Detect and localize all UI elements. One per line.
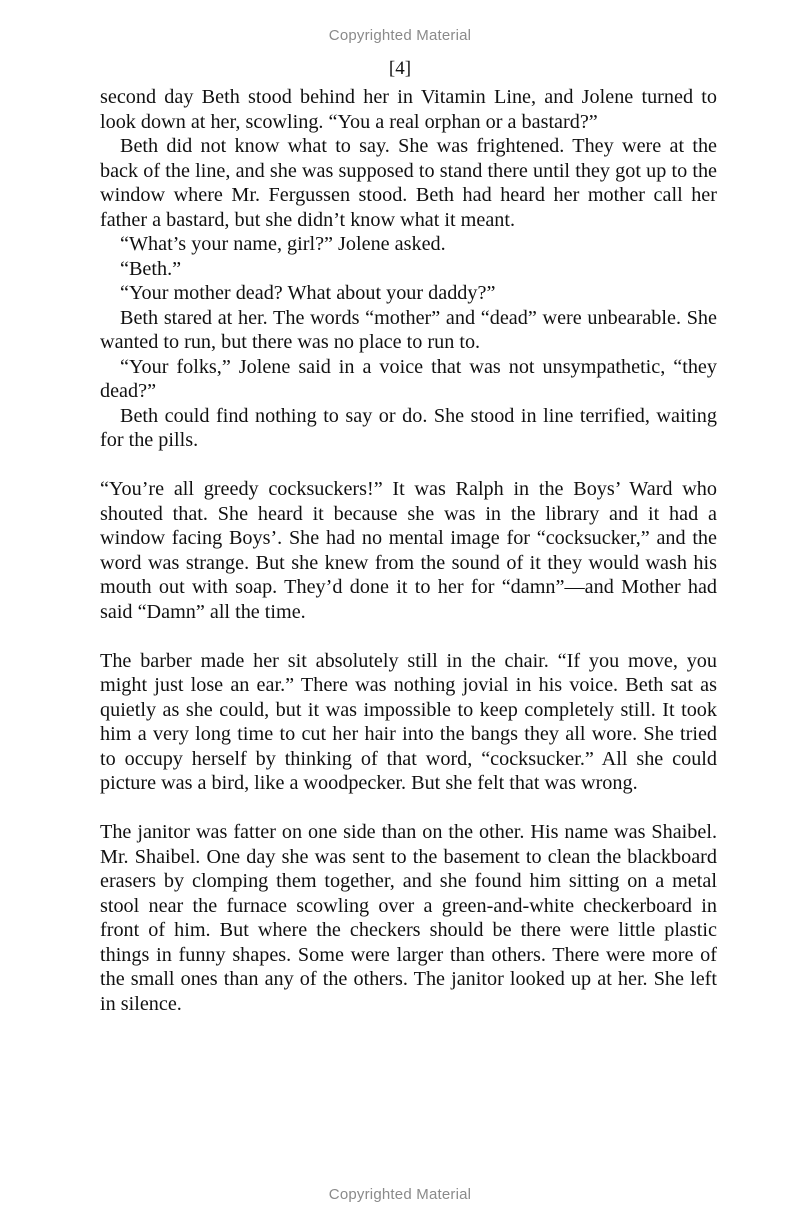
copyright-watermark-bottom: Copyrighted Material bbox=[328, 1186, 472, 1203]
copyright-watermark-top: Copyrighted Material bbox=[328, 27, 472, 44]
paragraph-dialogue: “Your mother dead? What about your daddy?” bbox=[120, 282, 496, 304]
paragraph-dialogue: “What’s your name, girl?” Jolene asked. bbox=[120, 233, 446, 255]
section-paragraph: The barber made her sit absolutely still in the chair. “If you move, you might just lose an ear.” There was nothing jovial in his voice. Beth sat as quietly as she could, but it was impossible to keep completely still. It took him a very long time to cut her hair into the bangs they all wore. She tried to occupy herself by thinking of that word, “cocksucker.” All she could picture was a bird, like a woodpecker. But she felt that was wrong. bbox=[100, 649, 717, 794]
section-paragraph: The janitor was fatter on one side than on the other. His name was Shaibel. Mr. Shaibel. One day she was sent to the basement to clean the blackboard erasers by clomping them together, and she found him sitting on a metal stool near the furnace scowling over a green-and-white checkerboard in front of him. But where the checkers should be there were little plastic things in funny shapes. Some were larger than others. There were more of the small ones than any of the others. The janitor looked up at her. She left in silence. bbox=[100, 821, 717, 1015]
paragraph: Beth stared at her. The words “mother” and “dead” were unbearable. She wanted to run, but there was no place to run to. bbox=[100, 306, 717, 353]
section-paragraph: “You’re all greedy cocksuckers!” It was Ralph in the Boys’ Ward who shouted that. She heard it because she was in the library and it had a window facing Boys’. She had no mental image for “cocksucker,” and the word was strange. But she knew from the sound of it they would wash his mouth out with soap. They’d done it to her for “damn”—and Mother had said “Damn” all the time. bbox=[100, 478, 717, 623]
paragraph: Beth did not know what to say. She was frightened. They were at the back of the line, and she was supposed to stand there until they got up to the window where Mr. Fergussen stood. Beth had heard her mother call her father a bastard, but she didn’t know what it meant. bbox=[100, 135, 717, 231]
paragraph-dialogue: “Beth.” bbox=[120, 257, 182, 280]
paragraph: Beth could find nothing to say or do. She stood in line terrified, waiting for the pills. bbox=[100, 404, 717, 451]
paragraph-dialogue: “Your folks,” Jolene said in a voice that was not unsympathetic, “they dead?” bbox=[100, 355, 717, 402]
paragraph-continued: second day Beth stood behind her in Vitamin Line, and Jolene turned to look down at her, scowling. “You a real orphan or a bastard?” bbox=[100, 86, 717, 133]
page-number: [4] bbox=[388, 58, 412, 79]
book-page-text bbox=[100, 85, 717, 1016]
